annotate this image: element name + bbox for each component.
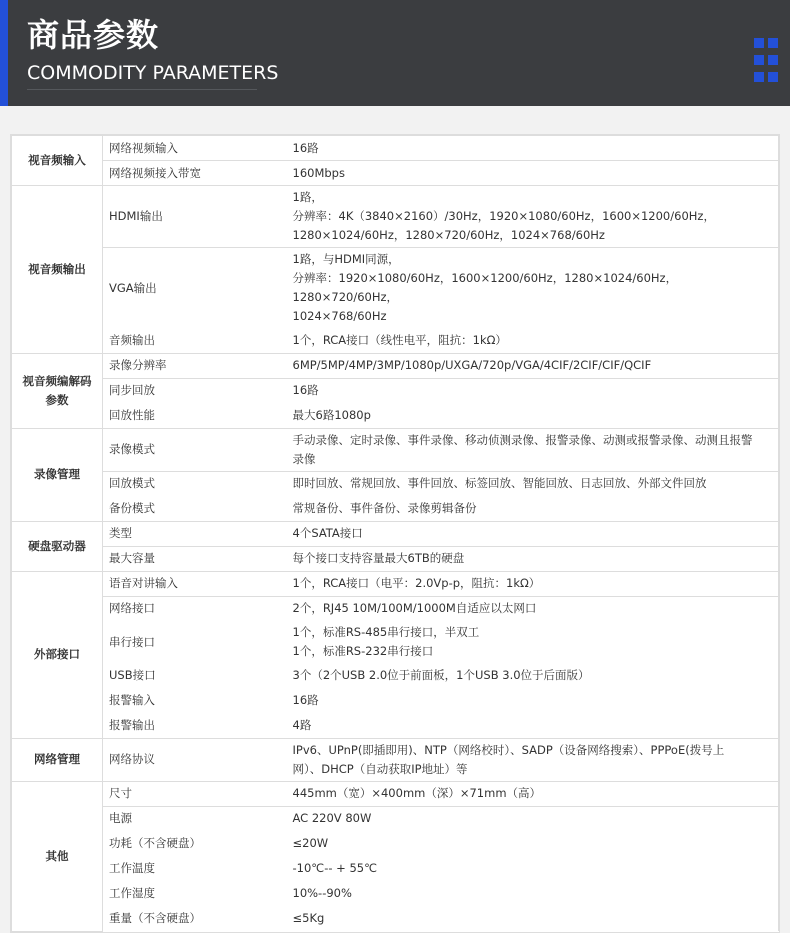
- param-value: [287, 248, 779, 329]
- param-label: 网络视频输入: [103, 136, 287, 161]
- group-name: 网络管理: [12, 738, 103, 781]
- param-value-line: 手动录像、定时录像、事件录像、移动侦测录像、报警录像、动测或报警录像、动测且报警: [292, 432, 753, 447]
- param-value-line: 录像: [292, 451, 316, 466]
- param-value-line: 4路: [292, 717, 312, 732]
- param-value: [287, 781, 779, 806]
- param-value-line: 网）、DHCP（自动获取IP地址）等: [292, 761, 468, 776]
- param-value-line: ≤20W: [292, 836, 329, 850]
- spec-table-body: [12, 136, 779, 932]
- table-row: [12, 428, 779, 471]
- param-label: 工作湿度: [103, 881, 287, 906]
- param-value: [287, 546, 779, 571]
- param-label: 回放模式: [103, 471, 287, 496]
- table-row: [12, 136, 779, 161]
- param-label: 网络视频接入带宽: [103, 161, 287, 186]
- table-row: [12, 248, 779, 329]
- param-value-line: 1个，标准RS-485串行接口，半双工: [292, 625, 480, 639]
- grid-dots-icon: [754, 38, 780, 82]
- param-value: [287, 496, 779, 521]
- table-row: [12, 328, 779, 353]
- param-value-line: -10℃-- + 55℃: [292, 861, 377, 875]
- param-value-line: ≤5Kg: [292, 911, 325, 925]
- table-row: [12, 403, 779, 428]
- param-value: [287, 353, 779, 378]
- param-value: [287, 471, 779, 496]
- group-name: 硬盘驱动器: [12, 521, 103, 571]
- param-value-line: 2个，RJ45 10M/100M/1000M自适应以太网口: [292, 601, 537, 616]
- table-row: [12, 521, 779, 546]
- param-label: 音频输出: [103, 328, 287, 353]
- param-label: 录像模式: [103, 428, 287, 471]
- param-value-line: 1个，RCA接口（电平：2.0Vp-p，阻抗：1kΩ）: [292, 576, 541, 590]
- param-label: 工作温度: [103, 856, 287, 881]
- page-title: 商品参数: [27, 16, 160, 54]
- param-value-line: 16路: [292, 383, 319, 398]
- table-row: [12, 496, 779, 521]
- table-row: [12, 738, 779, 781]
- param-value: [287, 161, 779, 186]
- table-row: [12, 906, 779, 931]
- param-value-line: 10%--90%: [292, 886, 352, 900]
- param-value-line: 1个，标准RS-232串行接口: [292, 644, 434, 658]
- param-label: 报警输出: [103, 713, 287, 738]
- param-value: [287, 378, 779, 403]
- table-row: [12, 353, 779, 378]
- table-row: [12, 831, 779, 856]
- table-row: [12, 806, 779, 831]
- param-value: [287, 186, 779, 248]
- param-value-line: 160Mbps: [292, 165, 345, 180]
- accent-stripe: [0, 0, 8, 106]
- param-label: 回放性能: [103, 403, 287, 428]
- table-row: [12, 881, 779, 906]
- param-value-line: 16路: [292, 140, 319, 155]
- param-label: 同步回放: [103, 378, 287, 403]
- param-value: [287, 428, 779, 471]
- param-value-line: 分辨率：4K（3840×2160）/30Hz，1920×1080/60Hz，1600×1200/60Hz，: [292, 209, 715, 223]
- param-value-line: 最大6路1080p: [292, 407, 371, 422]
- table-row: [12, 856, 779, 881]
- group-name: 录像管理: [12, 428, 103, 521]
- table-row: [12, 471, 779, 496]
- param-value-line: 1路，: [292, 190, 323, 204]
- param-label: 最大容量: [103, 546, 287, 571]
- param-value-line: 常规备份、事件备份、录像剪辑备份: [292, 500, 477, 515]
- param-value: [287, 713, 779, 738]
- param-label: 报警输入: [103, 688, 287, 713]
- group-name: 视音频输入: [12, 136, 103, 186]
- param-label: 功耗（不含硬盘）: [103, 831, 287, 856]
- group-name: 视音频输出: [12, 186, 103, 354]
- table-row: [12, 596, 779, 621]
- table-row: [12, 186, 779, 248]
- parameters-table: [10, 134, 780, 933]
- param-value: [287, 881, 779, 906]
- param-value: [287, 521, 779, 546]
- param-value-line: IPv6、UPnP(即插即用)、NTP（网络校时）、SADP（设备网络搜索）、PPPoE(拨号上: [292, 742, 725, 757]
- page-subtitle: COMMODITY PARAMETERS: [27, 62, 279, 84]
- param-value-line: 即时回放、常规回放、事件回放、标签回放、智能回放、日志回放、外部文件回放: [292, 476, 707, 491]
- param-value-line: 6MP/5MP/4MP/3MP/1080p/UXGA/720p/VGA/4CIF/2CIF/CIF/QCIF: [292, 358, 652, 372]
- param-value: [287, 136, 779, 161]
- param-value-line: 3个（2个USB 2.0位于前面板，1个USB 3.0位于后面版）: [292, 668, 590, 682]
- group-name: 外部接口: [12, 571, 103, 738]
- param-value: [287, 738, 779, 781]
- param-label: VGA输出: [103, 248, 287, 329]
- param-value-line: 445mm（宽）×400mm（深）×71mm（高）: [292, 786, 542, 800]
- param-value-line: 1路，与HDMI同源，: [292, 252, 400, 266]
- param-value-line: 4个SATA接口: [292, 526, 363, 540]
- table-row: [12, 378, 779, 403]
- table-row: [12, 781, 779, 806]
- header-banner: [0, 0, 790, 106]
- param-value-line: 16路: [292, 693, 319, 707]
- table-row: [12, 571, 779, 596]
- param-value: [287, 663, 779, 688]
- table-row: [12, 663, 779, 688]
- param-value-line: 1个，RCA接口（线性电平，阻抗：1kΩ）: [292, 332, 507, 347]
- param-label: USB接口: [103, 663, 287, 688]
- param-value: [287, 403, 779, 428]
- param-value: [287, 831, 779, 856]
- param-label: 电源: [103, 806, 287, 831]
- param-label: HDMI输出: [103, 186, 287, 248]
- param-value: [287, 906, 779, 931]
- table-row: [12, 713, 779, 738]
- title-divider: [27, 89, 257, 90]
- param-value: [287, 571, 779, 596]
- table-row: [12, 688, 779, 713]
- param-value-line: 每个接口支持容量最大6TB的硬盘: [292, 551, 465, 565]
- param-label: 语音对讲输入: [103, 571, 287, 596]
- param-label: 尺寸: [103, 781, 287, 806]
- group-name: 其他: [12, 781, 103, 931]
- param-value-line: 分辨率：1920×1080/60Hz，1600×1200/60Hz，1280×1024/60Hz，1280×720/60Hz，: [292, 271, 678, 304]
- param-label: 录像分辨率: [103, 353, 287, 378]
- table-row: [12, 161, 779, 186]
- table-row: [12, 621, 779, 663]
- param-label: 网络接口: [103, 596, 287, 621]
- param-value-line: AC 220V 80W: [292, 811, 372, 826]
- param-label: 类型: [103, 521, 287, 546]
- param-value: [287, 596, 779, 621]
- param-label: 重量（不含硬盘）: [103, 906, 287, 931]
- group-name: 视音频编解码参数: [12, 353, 103, 428]
- param-label: 串行接口: [103, 621, 287, 663]
- param-value: [287, 856, 779, 881]
- param-value: [287, 806, 779, 831]
- param-label: 网络协议: [103, 738, 287, 781]
- param-value: [287, 328, 779, 353]
- param-value: [287, 688, 779, 713]
- param-value-line: 1024×768/60Hz: [292, 309, 387, 323]
- param-value-line: 1280×1024/60Hz，1280×720/60Hz，1024×768/60Hz: [292, 228, 605, 242]
- param-label: 备份模式: [103, 496, 287, 521]
- param-value: [287, 621, 779, 663]
- table-row: [12, 546, 779, 571]
